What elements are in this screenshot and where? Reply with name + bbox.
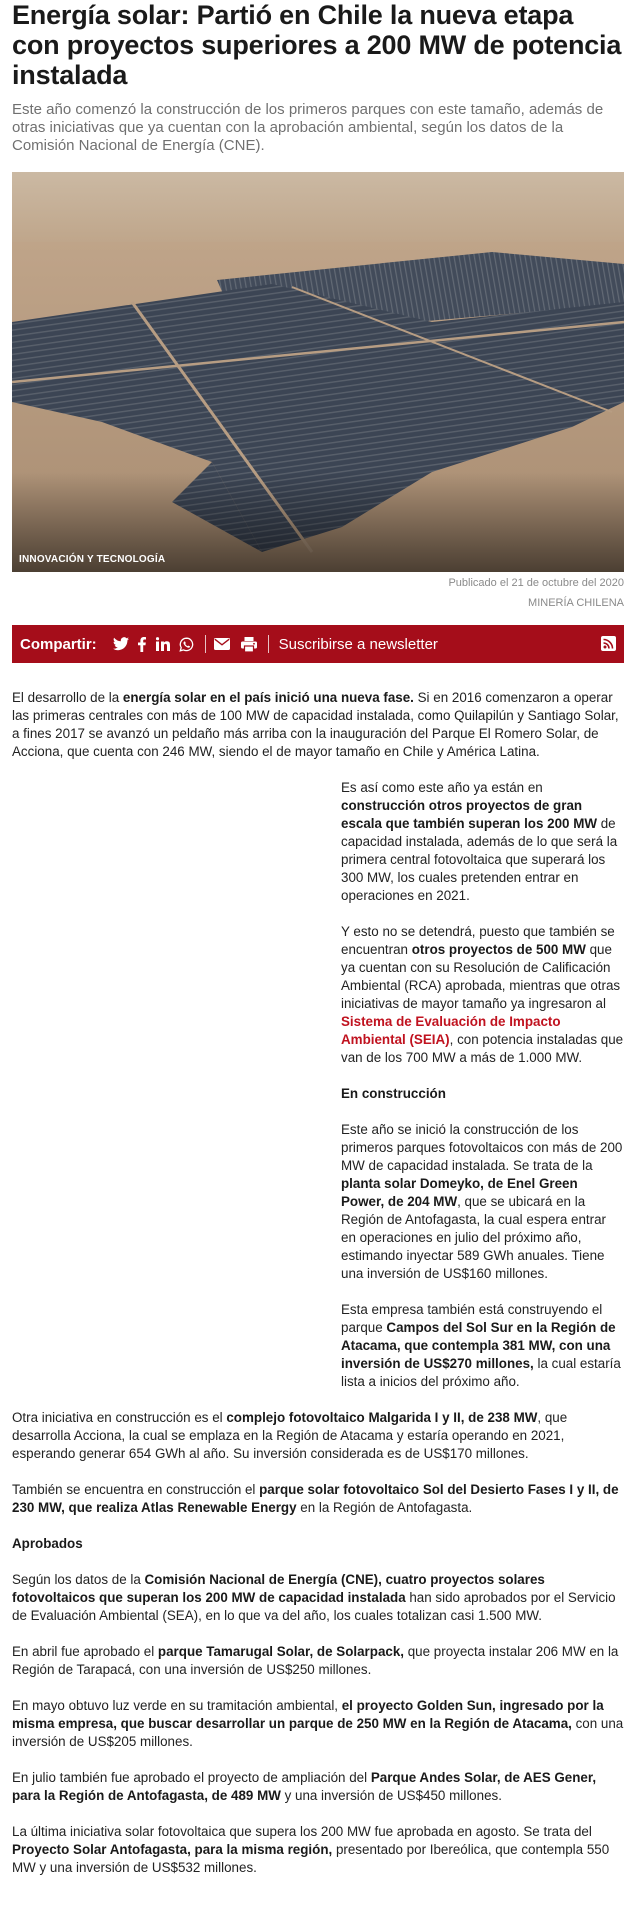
facebook-icon[interactable]	[137, 636, 147, 652]
print-icon[interactable]	[241, 636, 258, 652]
twitter-icon[interactable]	[113, 636, 129, 652]
article-lead: Este año comenzó la construcción de los primeros parques con este tamaño, además de otras iniciativas que ya cuentan con la aprobación ambiental, según los datos de la Comisión Nacional de Energía (CNE).	[12, 101, 604, 154]
hero-shadow	[12, 172, 624, 572]
paragraph: Esta empresa también está construyendo el parque Campos del Sol Sur en la Región de Atacama, que contempla 381 MW, con una inversión de US$270 millones, la cual estaría lista a inicios del próximo año.	[341, 1302, 621, 1389]
paragraph: Este año se inició la construcción de los primeros parques fotovoltaicos con más de 200 MW de capacidad instalada. Se trata de la planta solar Domeyko, de Enel Green Power, de 204 MW, que se ubicará en la Región de Antofagasta, la cual espera entrar en operaciones en julio del próximo año, estimando inyectar 589 GWh anuales. Tiene una inversión de US$160 millones.	[341, 1122, 623, 1281]
section-heading: En construcción	[341, 1086, 446, 1101]
linkedin-icon[interactable]	[155, 636, 171, 652]
article-body	[12, 689, 624, 1895]
paragraph: Otra iniciativa en construcción es el complejo fotovoltaico Malgarida I y II, de 238 MW, que desarrolla Acciona, la cual se emplaza en la Región de Atacama y estaría operando en 2021, esperando generar 654 GWh al año. Su inversión considerada es de US$170 millones.	[12, 1410, 568, 1461]
paragraph: En abril fue aprobado el parque Tamarugal Solar, de Solarpack, que proyecta instalar 206 MW en la Región de Tarapacá, con una inversión de US$250 millones.	[12, 1644, 619, 1677]
paragraph: En julio también fue aprobado el proyecto de ampliación del Parque Andes Solar, de AES Gener, para la Región de Antofagasta, de 489 MW y una inversión de US$450 millones.	[12, 1770, 597, 1803]
ad-placeholder	[12, 779, 341, 1374]
paragraph: La última iniciativa solar fotovoltaica que supera los 200 MW fue aprobada en agosto. Se trata del Proyecto Solar Antofagasta, para la misma región, presentado por Ibereólica, que contempla 550 MW y una inversión de US$532 millones.	[12, 1824, 610, 1875]
hero-image	[12, 172, 624, 572]
source-label: MINERÍA CHILENA	[528, 597, 624, 609]
paragraph: Según los datos de la Comisión Nacional de Energía (CNE), cuatro proyectos solares fotovoltaicos que superan los 200 MW de capacidad instalada han sido aprobados por el Servicio de Evaluación Ambiental (SEA), en lo que va del año, los cuales totalizan casi 1.500 MW.	[12, 1572, 616, 1623]
article-title: Energía solar: Partió en Chile la nueva etapa con proyectos superiores a 200 MW de potencia instalada	[12, 0, 622, 90]
newsletter-link[interactable]: Suscribirse a newsletter	[278, 635, 438, 653]
share-label: Compartir:	[20, 635, 97, 653]
divider	[205, 635, 206, 653]
rss-icon[interactable]	[601, 636, 616, 656]
paragraph: Es así como este año ya están en construcción otros proyectos de gran escala que también superan los 200 MW de capacidad instalada, además de lo que será la primera central fotovoltaica que superará los 300 MW, los cuales pretenden entrar en operaciones en 2021.	[341, 780, 618, 903]
publish-date: Publicado el 21 de octubre del 2020	[448, 577, 624, 589]
whatsapp-icon[interactable]	[179, 636, 195, 652]
email-icon[interactable]	[214, 636, 231, 652]
paragraph: Y esto no se detendrá, puesto que también se encuentran otros proyectos de 500 MW que ya cuentan con su Resolución de Calificación Ambiental (RCA) aprobada, mientras que otras iniciativas de mayor tamaño ya ingresaron al Sistema de Evaluación de Impacto Ambiental (SEIA), con potencia instaladas que van de los 700 MW a más de 1.000 MW.	[341, 924, 624, 1065]
paragraph: En mayo obtuvo luz verde en su tramitación ambiental, el proyecto Golden Sun, ingresado por la misma empresa, que buscar desarrollar un parque de 250 MW en la Región de Atacama, con una inversión de US$205 millones.	[12, 1698, 624, 1749]
solar-farm-aerial-photo	[12, 172, 624, 572]
seia-link[interactable]: Sistema de Evaluación de Impacto Ambiental (SEIA)	[341, 1014, 561, 1047]
share-bar	[12, 625, 624, 663]
category-label[interactable]: INNOVACIÓN Y TECNOLOGÍA	[19, 554, 166, 565]
paragraph: El desarrollo de la energía solar en el país inició una nueva fase. Si en 2016 comenzaron a operar las primeras centrales con más de 100 MW de capacidad instalada, como Quilapilún y Santiago Solar, a fines 2017 se avanzó un peldaño más arriba con la inauguración del Parque El Romero Solar, de Acciona, que cuenta con 246 MW, siendo el de mayor tamaño en Chile y América Latina.	[12, 690, 619, 759]
divider	[268, 635, 269, 653]
section-heading: Aprobados	[12, 1536, 83, 1551]
paragraph: También se encuentra en construcción el parque solar fotovoltaico Sol del Desierto Fases I y II, de 230 MW, que realiza Atlas Renewable Energy en la Región de Antofagasta.	[12, 1482, 619, 1515]
